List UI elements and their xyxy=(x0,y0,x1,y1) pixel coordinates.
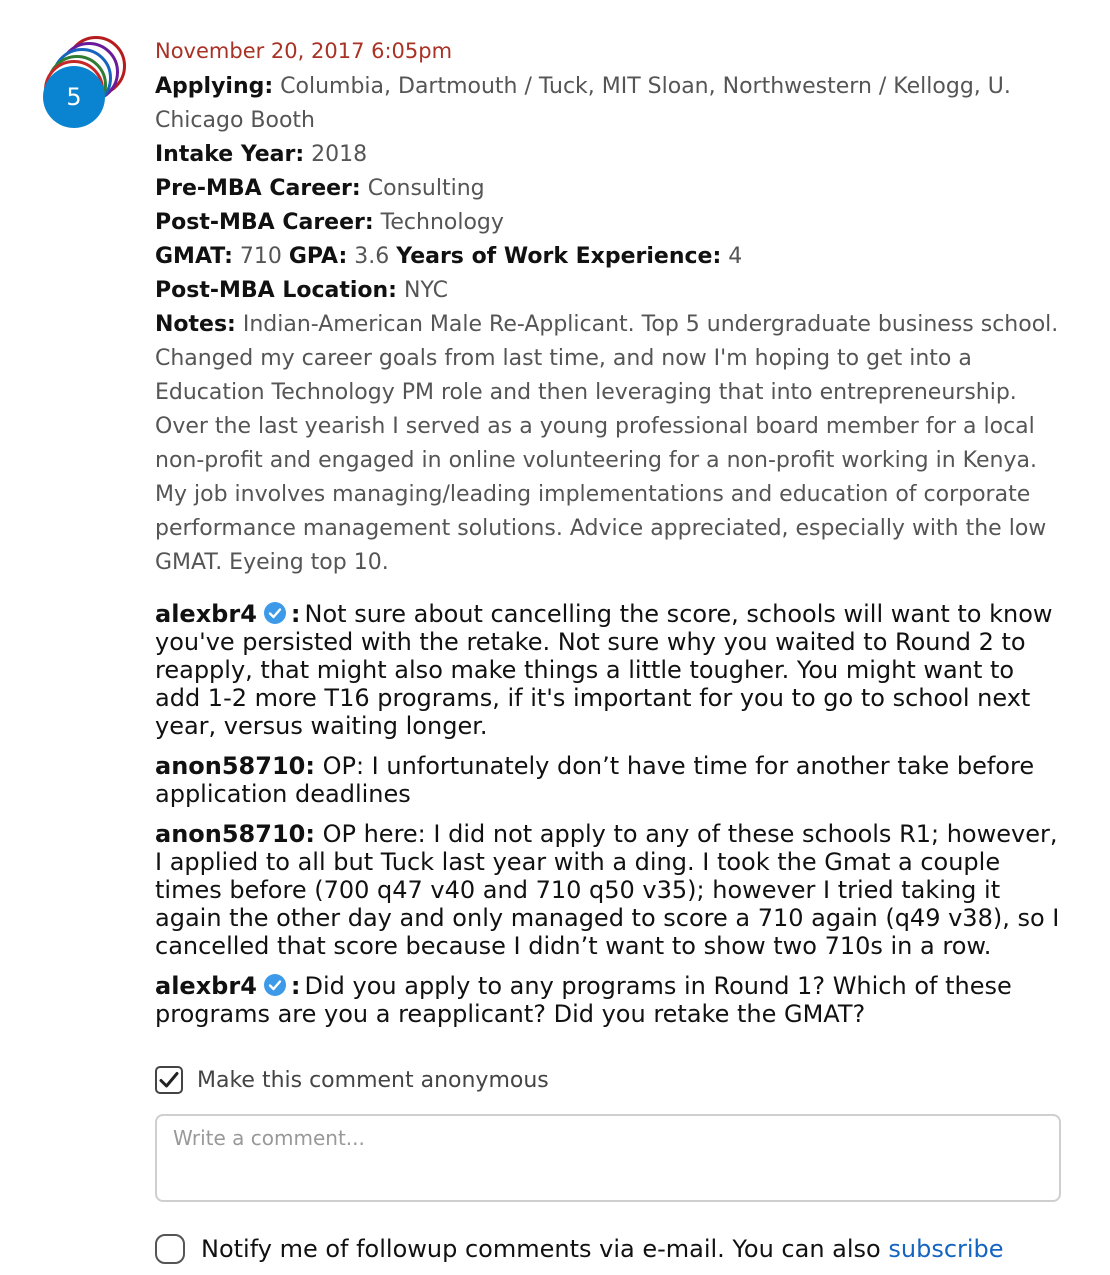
subscribe-link[interactable]: subscribe xyxy=(888,1235,1004,1263)
comment-text: OP: I unfortunately don’t have time for another take before application deadlines xyxy=(155,752,1035,808)
applying-label: Applying: xyxy=(155,74,274,99)
comment-user: anon58710: xyxy=(155,752,315,780)
avatar xyxy=(40,36,130,126)
notify-checkbox[interactable] xyxy=(155,1234,185,1264)
comment-user: anon58710: xyxy=(155,820,315,848)
notify-label xyxy=(201,1235,1004,1263)
comment-colon: : xyxy=(290,600,301,628)
location-label: Post-MBA Location: xyxy=(155,278,397,303)
applying-value: Columbia, Dartmouth / Tuck, MIT Sloan, Northwestern / Kellogg, U. Chicago Booth xyxy=(155,74,1011,133)
location-value: NYC xyxy=(403,278,449,303)
checkmark-icon xyxy=(158,1069,180,1091)
gpa-value: 3.6 xyxy=(354,244,390,269)
comment-user[interactable]: alexbr4 xyxy=(155,600,257,628)
anonymous-checkbox[interactable] xyxy=(155,1066,183,1094)
comment-text: OP here: I did not apply to any of these schools R1; however, I applied to all but Tuck last year with a ding. I took the Gmat a couple times before (700 q47 v40 and 710 q50 v35); however I tried taking it again the other day and only managed to score a 710 again (q49 v38), so I cancelled that score because I didn’t want to show two 710s in a row. xyxy=(155,820,1060,960)
work-label: Years of Work Experience: xyxy=(396,244,722,269)
gpa-label: GPA: xyxy=(288,244,348,269)
notes-value: Indian-American Male Re-Applicant. Top 5 undergraduate business school. Changed my career goals from last time, and now I'm hoping to get into a Education Technology PM role and then leveraging that into entrepreneurship. Over the last yearish I served as a young professional board member for a local non-profit and engaged in online volunteering for a non-profit working in Kenya. My job involves managing/leading implementations and education of corporate performance management solutions. Advice appreciated, especially with the low GMAT. Eyeing top 10. xyxy=(155,312,1059,575)
comment-colon: : xyxy=(290,972,301,1000)
anonymous-option[interactable] xyxy=(155,1066,1065,1094)
intake-value: 2018 xyxy=(311,142,368,167)
notes-label: Notes: xyxy=(155,312,236,337)
location-field xyxy=(155,274,1065,308)
notes-field xyxy=(155,308,1065,580)
applying-field xyxy=(155,70,1065,138)
comment-list xyxy=(155,600,1065,1028)
post-date: November 20, 2017 6:05pm xyxy=(155,39,453,63)
post-mba-value: Technology xyxy=(380,210,504,235)
comment-item xyxy=(155,820,1065,960)
pre-mba-value: Consulting xyxy=(367,176,485,201)
pre-mba-field xyxy=(155,172,1065,206)
avatar-number: 5 xyxy=(43,66,105,128)
gmat-label: GMAT: xyxy=(155,244,233,269)
scores-field xyxy=(155,240,1065,274)
comment-input[interactable] xyxy=(155,1114,1061,1202)
verified-check-icon xyxy=(263,601,287,625)
gmat-value: 710 xyxy=(239,244,282,269)
comment-text: Not sure about cancelling the score, schools will want to know you've persisted with the retake. Not sure why you waited to Round 2 to reapply, that might also make things a little tougher. You might want to add 1-2 more T16 programs, if it's important for you to go to school next year, versus waiting longer. xyxy=(155,600,1053,740)
comment-item xyxy=(155,600,1065,740)
notify-option[interactable] xyxy=(155,1234,1065,1264)
comment-item xyxy=(155,752,1065,808)
verified-check-icon xyxy=(263,973,287,997)
comment-user[interactable]: alexbr4 xyxy=(155,972,257,1000)
post xyxy=(155,36,1065,1264)
post-mba-label: Post-MBA Career: xyxy=(155,210,374,235)
post-mba-field xyxy=(155,206,1065,240)
comment-item xyxy=(155,972,1065,1028)
anonymous-label: Make this comment anonymous xyxy=(197,1067,549,1093)
notify-text: Notify me of followup comments via e-mail. You can also xyxy=(201,1235,881,1263)
pre-mba-label: Pre-MBA Career: xyxy=(155,176,361,201)
intake-label: Intake Year: xyxy=(155,142,305,167)
work-value: 4 xyxy=(728,244,743,269)
comment-text: Did you apply to any programs in Round 1? Which of these programs are you a reapplicant? Did you retake the GMAT? xyxy=(155,972,1012,1028)
intake-field xyxy=(155,138,1065,172)
